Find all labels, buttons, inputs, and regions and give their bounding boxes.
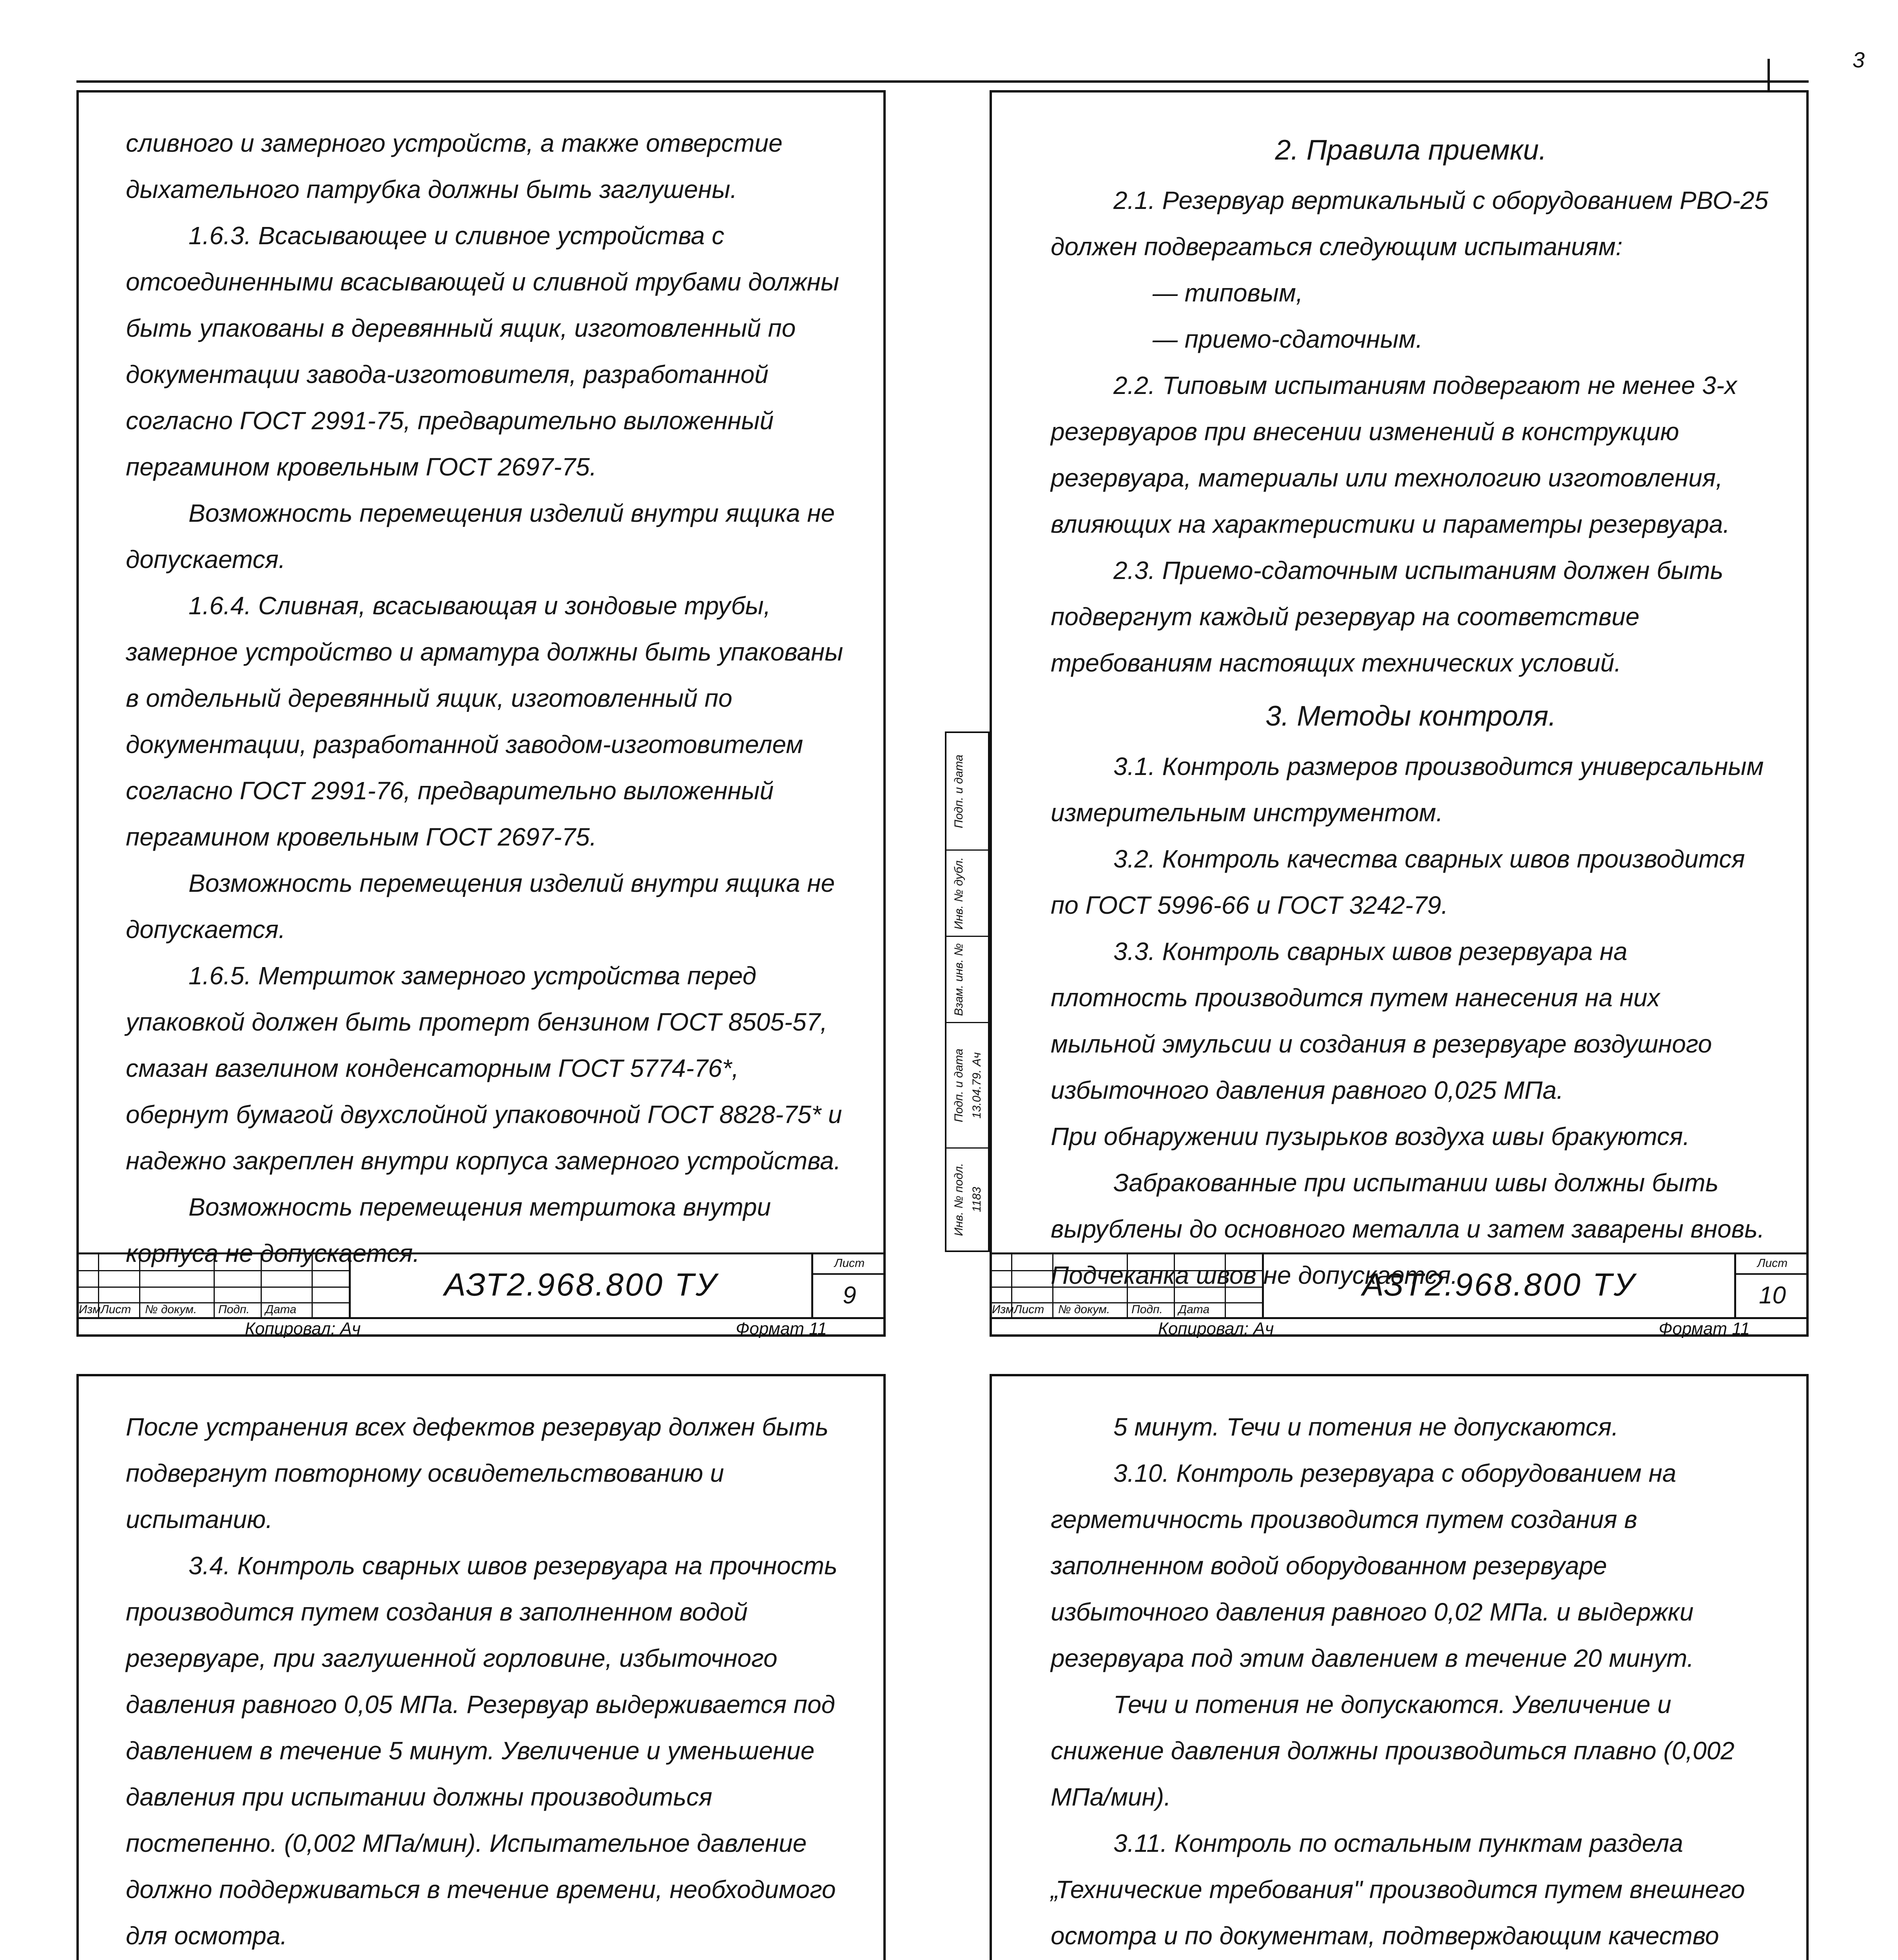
paragraph: 3.11. Контроль по остальным пунктам раздела „Технические требования" производится путем внешнего осмотра и по документам, подтверждающим качество [1051,1829,1745,1950]
side-podp-date-2: Подп. и дата [952,754,965,828]
col-izm: Изм [79,1303,101,1316]
col-sign: Подп. [1131,1303,1163,1316]
top-rule [76,80,1809,83]
side-stamp [945,731,990,1252]
paragraph: 3.1. Контроль размеров производится универсальным измерительным инструментом. [1051,752,1764,827]
revision-column-labels [990,1303,1264,1317]
page-12-body [1051,1404,1771,1960]
side-date-value: 13.04.79. Ач [970,1052,984,1118]
col-sign: Подп. [218,1303,250,1316]
sheet-number: 10 [1759,1282,1786,1309]
paragraph: 3.4. Контроль сварных швов резервуара на прочность производится путем создания в заполненном водой резервуаре, при заглушенной горловине, избыточного давления равного 0,05 МПа. Резервуар выдерживается под давлением в течение 5 минут. Увеличение и уменьшение давления при испытании должны производиться постепенно. (0,002 МПа/мин). Испытательное давление должно поддерживаться в течение времени, необходимого для осмотра. [126,1552,838,1950]
col-doc: № докум. [1058,1303,1110,1316]
sheet-label: Лист [1757,1257,1788,1270]
sheet-number-box [1734,1252,1809,1317]
sheet-page-12 [990,1374,1809,1960]
paragraph: 2.2. Типовым испытаниям подвергают не менее 3-х резервуаров при внесении изменений в конструкцию резервуара, материалы или технологию изготовления, влияющих на характеристики и параметры резервуара. [1051,371,1737,538]
col-list: Лист [101,1303,131,1316]
top-right-tick [1767,59,1770,90]
sheet-label: Лист [834,1257,865,1270]
title-block [990,1252,1809,1337]
sheet-number: 9 [843,1282,856,1309]
side-podp-date: Подп. и дата [952,1048,965,1122]
section-heading: 3. Методы контроля. [1265,701,1556,732]
paragraph: — приемо-сдаточным. [1153,325,1423,353]
paragraph: 3.3. Контроль сварных швов резервуара на плотность производится путем нанесения на них мыльной эмульсии и создания в резервуаре воздушного избыточного давления равного 0,025 МПа. [1051,937,1712,1104]
document-code: АЗТ2.968.800 ТУ [351,1252,811,1317]
col-date: Дата [265,1303,297,1316]
page-10-body [1051,120,1771,1298]
paragraph: Забракованные при испытании швы должны быть вырублены до основного металла и затем заварены вновь. Подчеканка швов не допускается. [1051,1169,1765,1289]
side-inv-value: 1183 [970,1187,984,1212]
page-9-body [126,120,848,1276]
page-11-body [126,1404,848,1960]
col-date: Дата [1178,1303,1210,1316]
side-inv-podl: Инв. № подл. [952,1163,965,1236]
document-code: АЗТ2.968.800 ТУ [1264,1252,1734,1317]
col-izm: Изм [992,1303,1014,1316]
format-label: Формат 11 [736,1319,827,1338]
copied-by: Копировал: Ач [1158,1319,1274,1338]
sheet-page-11 [76,1374,886,1960]
sheet-page-9 [76,90,886,1337]
title-block [76,1252,886,1337]
paragraph: 2.1. Резервуар вертикальный с оборудованием РВО-25 должен подвергаться следующим испытаниям: [1051,186,1769,261]
sheet-page-10 [952,90,1809,1338]
paragraph: 1.6.5. Метршток замерного устройства перед упаковкой должен быть протерт бензином ГОСТ 8505-57, смазан вазелином конденсаторным ГОСТ 5774-76*, обернут бумагой двухслойной упаковочной ГОСТ 8828-75* и надежно закреплен внутри корпуса замерного устройства. [126,962,842,1175]
paragraph: 2.3. Приемо-сдаточным испытаниям должен быть подвергнут каждый резервуар на соответствие требованиям настоящих технических условий. [1051,556,1724,677]
col-list: Лист [1014,1303,1044,1316]
paragraph: После устранения всех дефектов резервуар должен быть подвергнут повторному освидетельствованию и испытанию. [126,1413,828,1534]
paragraph: 3.10. Контроль резервуара с оборудованием на герметичность производится путем создания в заполненном водой оборудованном резервуаре избыточного давления равного 0,02 МПа. и выдержки резервуара под этим давлением в течение 20 минут. [1051,1459,1694,1672]
copied-by: Копировал: Ач [245,1319,361,1338]
sheet-number-box [811,1252,886,1317]
paragraph: Возможность перемещения метрштока внутри корпуса не допускается. [126,1193,771,1267]
section-heading: 2. Правила приемки. [1275,134,1547,166]
stamp-footer [76,1317,886,1339]
paragraph: Возможность перемещения изделий внутри ящика не допускается. [126,499,835,573]
paragraph: сливного и замерного устройств, а также отверстие дыхательного патрубка должны быть заглушены. [126,129,783,203]
revision-column-labels [76,1303,351,1317]
paragraph: При обнаружении пузырьков воздуха швы бракуются. [1051,1122,1690,1151]
paragraph: 1.6.3. Всасывающее и сливное устройства с отсоединенными всасывающей и сливной трубами должны быть упакованы в деревянный ящик, изготовленный по документации завода-изготовителя, разработанной согласно ГОСТ 2991-75, предварительно выложенный пергамином кровельным ГОСТ 2697-75. [126,221,839,481]
paragraph: — типовым, [1153,279,1303,307]
paragraph: 1.6.4. Сливная, всасывающая и зондовые трубы, замерное устройство и арматура должны быть упакованы в отдельный деревянный ящик, изготовленный по документации, разработанной заводом-изготовителем согласно ГОСТ 2991-76, предварительно выложенный пергамином кровельным ГОСТ 2697-75. [126,592,843,851]
paragraph: 3.2. Контроль качества сварных швов производится по ГОСТ 5996-66 и ГОСТ 3242-79. [1051,845,1745,919]
paragraph: 5 минут. Течи и потения не допускаются. [1113,1413,1619,1441]
col-doc: № докум. [145,1303,197,1316]
stamp-footer [990,1317,1809,1339]
paragraph: Возможность перемещения изделий внутри ящика не допускается. [126,869,835,944]
side-inv-dubl: Инв. № дубл. [952,857,965,929]
corner-page-mark: 3 [1852,47,1865,72]
format-label: Формат 11 [1659,1319,1750,1338]
paragraph: Течи и потения не допускаются. Увеличение и снижение давления должны производиться плавно (0,002 МПа/мин). [1051,1690,1735,1811]
side-vzam-inv: Взам. инв. № [952,943,965,1016]
